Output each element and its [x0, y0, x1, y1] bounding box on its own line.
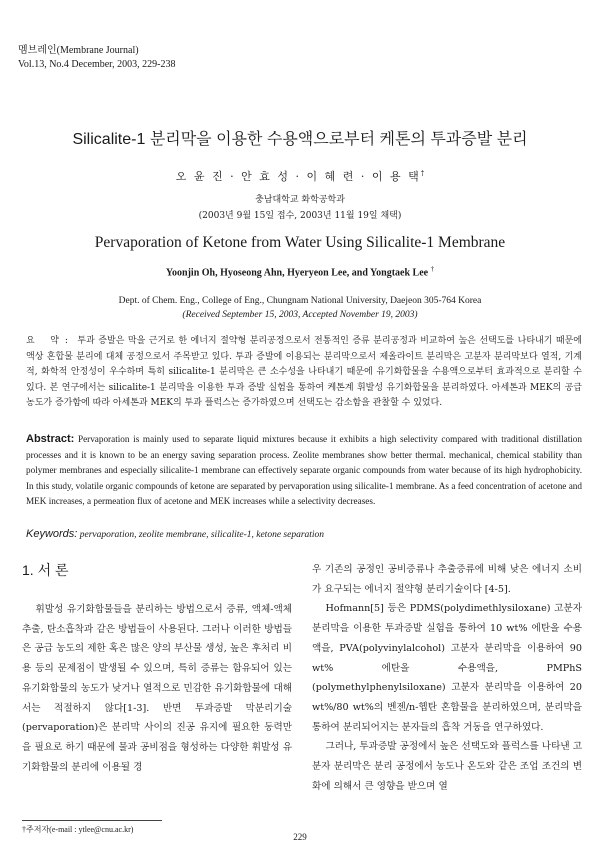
corresponding-author-mark: † — [420, 169, 425, 178]
abstract-english-text: Pervaporation is mainly used to separate liquid mixtures because it exhibits a high selectivity compared with traditional distillation processes and it is known to be an energy saving separation process. Zeolite membranes show better thermal. mechanical, chemical stability than polymer membranes and especially silicalite-1 membrane can effectively separate organic compounds from water because of its high hydrophobicity. In this study, volatile organic compounds of ketone are separated by pervaporation using silicalite-1 membrane. As a feed concentration of acetone and MEK increases, a permeation flux of acetone and MEK increases while a selectivity decreases. — [26, 434, 582, 506]
body-column-left — [22, 560, 292, 777]
affiliation-korean: 충남대학교 화학공학과 — [255, 195, 345, 205]
title-korean: Silicalite-1 분리막을 이용한 수용액으로부터 케톤의 투과증발 분리 — [72, 131, 528, 148]
journal-issue: Vol.13, No.4 December, 2003, 229-238 — [18, 59, 176, 70]
keywords-text: pervaporation, zeolite membrane, silicalite-1, ketone separation — [79, 530, 325, 540]
abstract-korean-text: 투과 증발은 막을 근거로 한 에너지 절약형 분리공정으로서 전통적인 증류 분리공정과 비교하여 높은 선택도를 나타내기 때문에 액상 혼합물 분리에 대체 공정으로서 주목받고 있다. 투과 증발에 이용되는 분리막으로서 제올라이트 분리막은 고분자 분리막보다 열적, 기계적, 화학적 안정성이 우수하며 특히 silicalite-1 분리막은 큰 소수성을 나타내기 때문에 유기화합물을 수용액으로부터 효과적으로 분리할 수 있다. 본 연구에서는 silicalite-1 분리막을 이용한 투과 증발 실험을 통하여 케톤계 휘발성 유기화합물을 분리하였다. 아세톤과 MEK의 공급 농도가 증가함에 따라 아세톤과 MEK의 투과 플럭스는 증가하였으며 선택도는 감소함을 관찰할 수 있었다. — [26, 336, 582, 408]
body-column-right — [312, 560, 582, 796]
journal-header — [18, 44, 175, 72]
abstract-english — [26, 432, 582, 510]
footnote-divider — [22, 820, 162, 821]
intro-paragraph-3: 그러나, 투과증발 공정에서 높은 선택도와 플럭스를 나타낸 고분자 분리막은 분리 공정에서 농도나 온도와 같은 조업 조건의 변화에 의해서 큰 영향을 받으며 열 — [312, 741, 582, 792]
received-korean: (2003년 9월 15일 접수, 2003년 11월 19일 채택) — [198, 211, 402, 221]
abstract-english-label: Abstract: — [26, 433, 75, 445]
authors-english-names: Yoonjin Oh, Hyoseong Ahn, Hyeryeon Lee, and Yongtaek Lee — [165, 267, 429, 279]
footnote: †주저자(e-mail : ytlee@cnu.ac.kr) — [22, 825, 134, 834]
page-number: 229 — [293, 832, 307, 842]
keywords — [26, 528, 582, 540]
journal-name: 멤브레인(Membrane Journal) — [18, 45, 139, 56]
section-heading-introduction: 1. 서 론 — [22, 562, 69, 578]
intro-paragraph-1: 휘발성 유기화합물들을 분리하는 방법으로서 증류, 액체-액체 추출, 탄소흡착과 같은 방법들이 사용된다. 그러나 이러한 방법들은 공급 농도의 제한 혹은 많은 양의 부산물 생성, 높은 후처리 비용 등의 문제점이 발생될 수 있으며, 특히 증류는 함유되어 있는 유기화합물의 농도가 낮거나 열적으로 민감한 유기화합물에 대해서는 적절하지 않다[1-3]. 반면 투과증발 막분리기술(pervaporation)은 분리막 사이의 진공 유지에 필요한 동력만을 필요로 하기 때문에 물과 공비점을 형성하는 다양한 휘발성 유기화합물의 분리에 이용될 경 — [22, 604, 292, 773]
corresponding-author-mark-en: † — [430, 265, 435, 273]
affiliation-korean-block — [0, 192, 600, 224]
affiliation-english: Dept. of Chem. Eng., College of Eng., Chungnam National University, Daejeon 305-764 Korea — [118, 296, 482, 306]
intro-paragraph-2: Hofmann[5] 등은 PDMS(polydimethlysiloxane) 고분자 분리막을 이용한 투과증발 실험을 통하여 10 wt% 에탄올 수용액을, PVA(polyvinylalcohol) 고분자 분리막을 이용하여 90 wt% 에탄올 수용액을, PMPhS (polymethylphenylsiloxane) 고분자 분리막을 이용하여 20 wt%/80 wt%의 벤젠/n-헵탄 혼합물을 분리하였으며, 분리막을 통하여 분리되어지는 분자들의 흡착 거동을 연구하였다. — [312, 603, 582, 733]
affiliation-english-block — [0, 294, 600, 322]
keywords-label: Keywords: — [26, 528, 78, 540]
abstract-korean-label: 요 약: — [26, 336, 74, 346]
intro-paragraph-1-continued: 우 기존의 공정인 공비증류나 추출증류에 비해 낮은 에너지 소비가 요구되는 에너지 절약형 분리기술이다 [4-5]. — [312, 564, 582, 595]
authors-korean — [0, 168, 600, 184]
title-english: Pervaporation of Ketone from Water Using Silicalite-1 Membrane — [94, 234, 506, 251]
authors-english — [0, 265, 600, 278]
authors-korean-names: 오 윤 진 · 안 효 성 · 이 혜 련 · 이 용 택 — [175, 170, 421, 183]
abstract-korean — [26, 334, 582, 412]
received-english: (Received September 15, 2003, Accepted November 19, 2003) — [182, 310, 418, 320]
